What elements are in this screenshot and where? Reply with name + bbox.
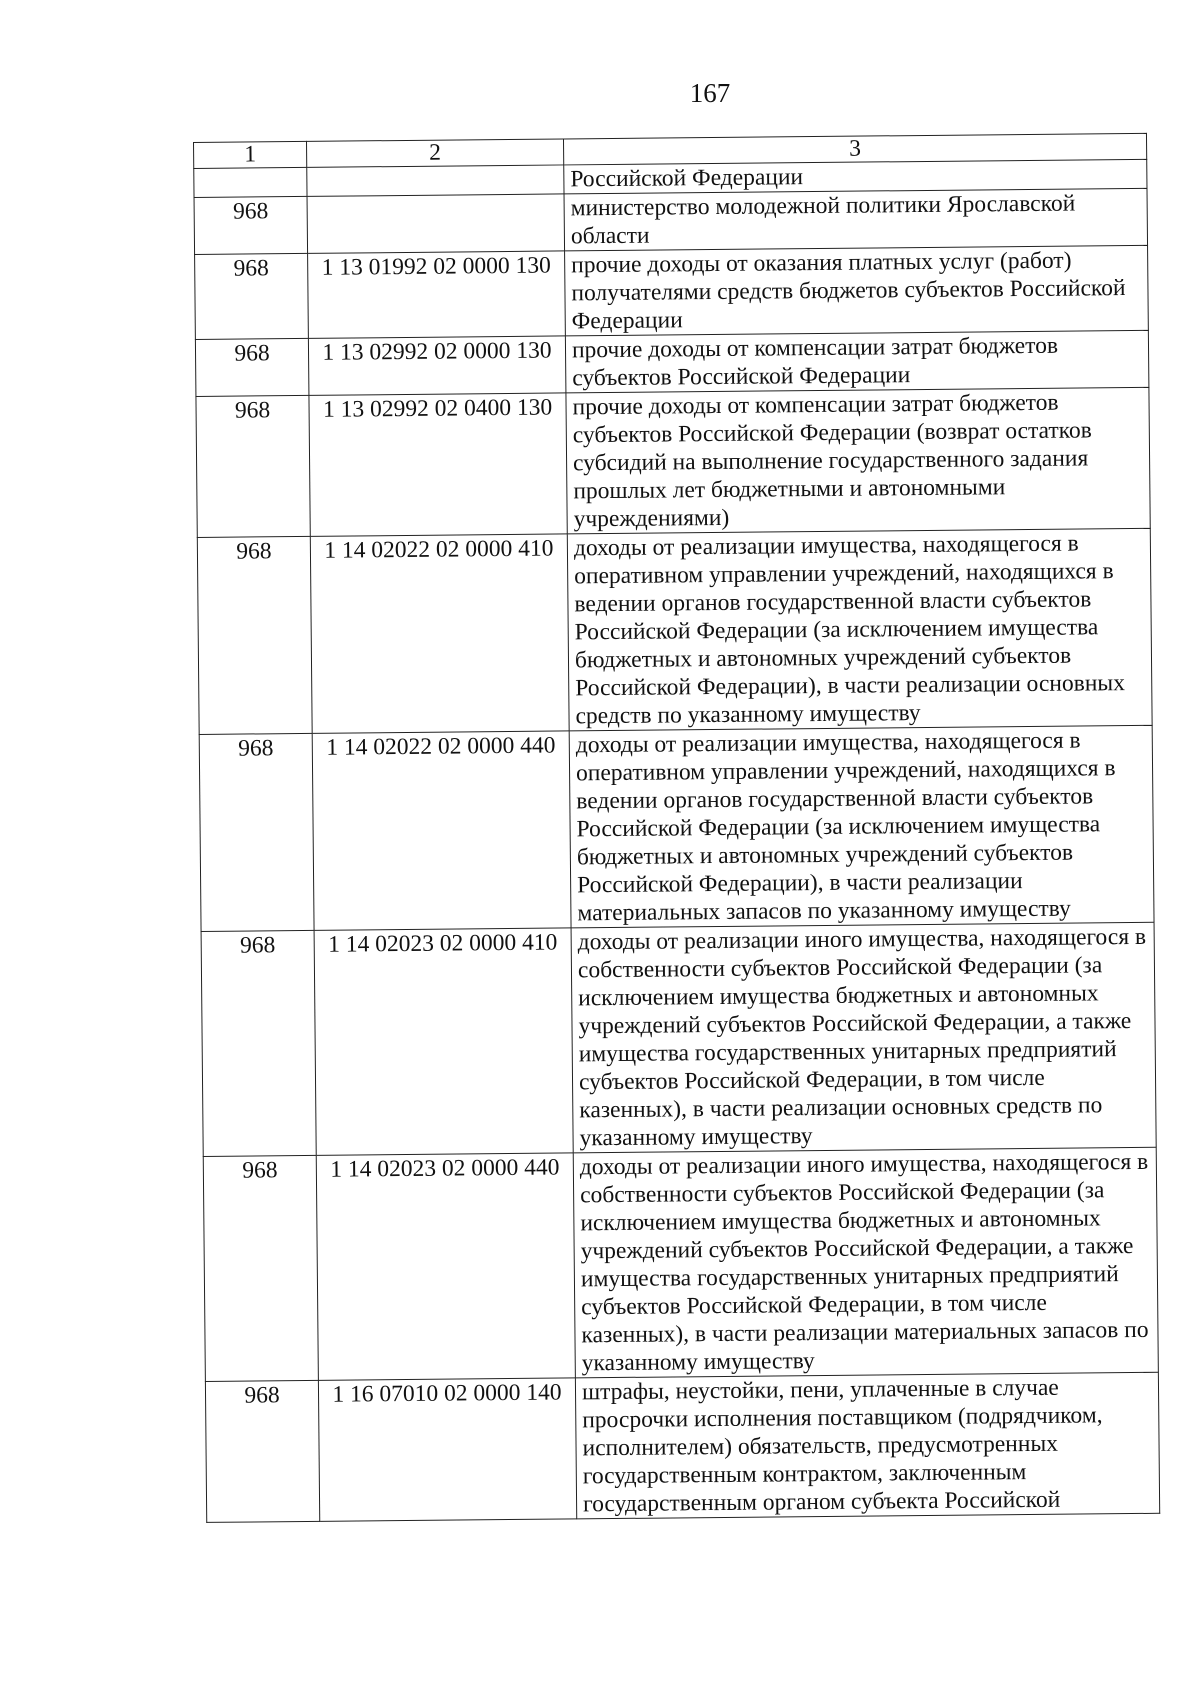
budget-revenue-table: [193, 133, 1160, 1523]
revenue-description-cell: прочие доходы от оказания платных услуг (работ) получателями средств бюджетов субъектов Российской Федерации: [565, 245, 1149, 336]
table-row: [199, 725, 1154, 931]
admin-code-cell: 968: [195, 338, 309, 396]
table-row: [197, 528, 1152, 734]
table-row: [201, 922, 1156, 1156]
revenue-code-cell: [307, 194, 565, 253]
admin-code-cell: 968: [199, 733, 314, 931]
admin-code-cell: 968: [203, 1155, 318, 1381]
admin-code-cell: 968: [197, 536, 312, 734]
revenue-code-cell: 1 13 02992 02 0000 130: [308, 336, 566, 395]
revenue-description-cell: штрафы, неустойки, пени, уплаченные в случае просрочки исполнения поставщиком (подрядчиком, исполнителем) обязательств, предусмотренных государственным контрактом, заключенным государственным органом субъекта Российской: [575, 1372, 1159, 1519]
admin-code-cell: 968: [194, 196, 308, 254]
revenue-description-cell: доходы от реализации иного имущества, находящегося в собственности субъектов Российской Федерации (за исключением имущества бюджетных и автономных учреждений субъектов Российской Федерации, а также имущества государственных унитарных предприятий субъектов Российской Федерации, в том числе казенных), в части реализации материальных запасов по указанному имуществу: [573, 1147, 1158, 1378]
table-row: [194, 188, 1148, 254]
column-header-1: 1: [194, 141, 307, 168]
revenue-code-cell: 1 13 01992 02 0000 130: [308, 251, 566, 338]
revenue-description-cell: прочие доходы от компенсации затрат бюджетов субъектов Российской Федерации (возврат остатков субсидий на выполнение государственного задания прошлых лет бюджетными и автономными учреждениями): [566, 387, 1150, 534]
admin-code-cell: 968: [205, 1380, 319, 1522]
table-row: [205, 1372, 1159, 1522]
admin-code-cell: [194, 167, 307, 197]
admin-code-cell: 968: [195, 253, 309, 339]
revenue-description-cell: министерство молодежной политики Ярославской области: [564, 188, 1148, 251]
revenue-description-cell: прочие доходы от компенсации затрат бюджетов субъектов Российской Федерации: [565, 330, 1149, 393]
table-row: [195, 330, 1149, 396]
page-number: 167: [689, 78, 731, 108]
revenue-code-cell: 1 14 02023 02 0000 440: [316, 1153, 575, 1380]
admin-code-cell: 968: [201, 930, 316, 1156]
revenue-code-cell: 1 14 02022 02 0000 440: [312, 731, 571, 930]
revenue-code-cell: 1 14 02023 02 0000 410: [314, 928, 573, 1155]
revenue-description-cell: доходы от реализации имущества, находящегося в оперативном управлении учреждений, находящихся в ведении органов государственной власти субъектов Российской Федерации (за исключением имущества бюджетных и автономных учреждений субъектов Российской Федерации), в части реализации основных средств по указанному имуществу: [567, 528, 1152, 731]
revenue-code-cell: 1 16 07010 02 0000 140: [318, 1378, 576, 1521]
table-row: [196, 387, 1150, 537]
admin-code-cell: 968: [196, 395, 310, 537]
revenue-description-cell: Российской Федерации: [564, 159, 1147, 194]
revenue-code-cell: 1 14 02022 02 0000 410: [310, 534, 569, 733]
revenue-description-cell: доходы от реализации иного имущества, находящегося в собственности субъектов Российской Федерации (за исключением имущества бюджетных и автономных учреждений субъектов Российской Федерации, а также имущества государственных унитарных предприятий субъектов Российской Федерации, в том числе казенных), в части реализации основных средств по указанному имуществу: [571, 922, 1156, 1153]
revenue-code-cell: [307, 165, 564, 196]
column-header-2: 2: [306, 139, 563, 167]
table-row: [203, 1147, 1158, 1381]
table-row: [195, 245, 1149, 339]
column-header-3: 3: [563, 133, 1146, 165]
revenue-description-cell: доходы от реализации имущества, находящегося в оперативном управлении учреждений, находящихся в ведении органов государственной власти субъектов Российской Федерации (за исключением имущества бюджетных и автономных учреждений субъектов Российской Федерации), в части реализации материальных запасов по указанному имуществу: [569, 725, 1154, 928]
revenue-code-cell: 1 13 02992 02 0400 130: [309, 393, 567, 536]
